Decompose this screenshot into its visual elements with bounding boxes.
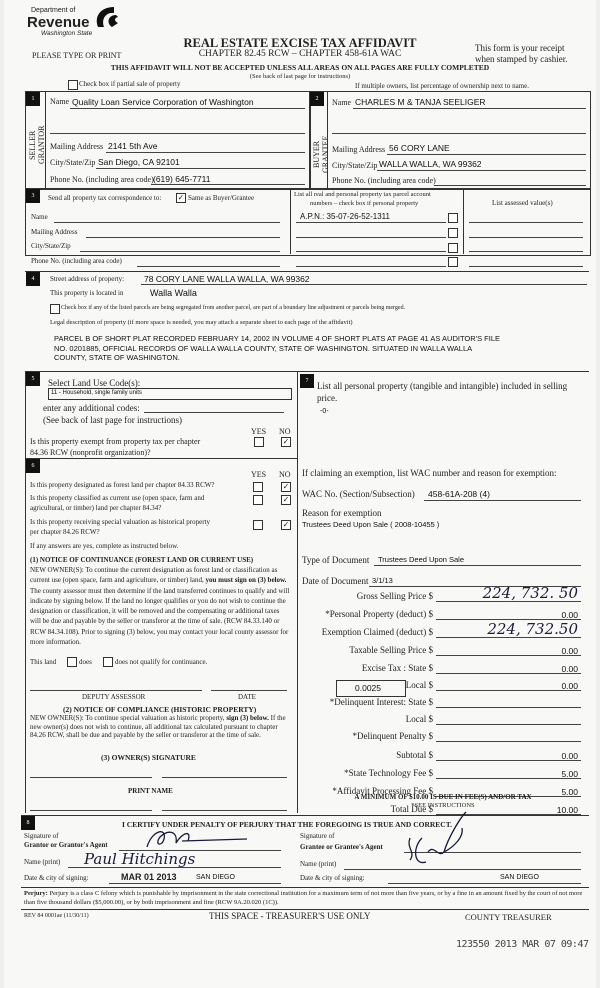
seller-mailing-address-field[interactable]: 2141 5th Ave (108, 141, 158, 151)
notice-of-continuance-text: NEW OWNER(S): To continue the current designation as forest land or classification as current use (open space, farm and agriculture, or timber) land, you must sign on (3) below. The county assessor must then determine if the land transferred continues to qualify and will indicate by signing below. If the land no longer qualifies or you do not wish to continue the designation or classification, it will be removed and the compensating or additional taxes will be due and payable by the seller or transferor at the time of sale. (RCW 84.33.140 or RCW 84.34.108). Prior to signing (3) below, you may contact your local county assessor for more information. (30, 566, 290, 647)
forest-land-yes-checkbox[interactable] (253, 482, 263, 492)
wac-number-field[interactable]: 458-61A-208 (4) (428, 489, 490, 499)
owner-signature-line[interactable] (30, 777, 152, 778)
section-number: 1 (26, 92, 40, 106)
fee-line-value[interactable]: 224, 732.50 (487, 620, 578, 638)
legal-description-line: COUNTY, STATE OF WASHINGTON. (54, 353, 180, 362)
partial-sale-checkbox[interactable] (68, 80, 78, 90)
fee-line-label: Taxable Selling Price $ (349, 645, 433, 655)
property-address-field[interactable]: 78 CORY LANE WALLA WALLA, WA 99362 (144, 274, 310, 284)
does-qualify-checkbox[interactable] (67, 657, 77, 667)
correspondence-address-field[interactable] (86, 237, 280, 238)
fee-line-label: *State Technology Fee $ (344, 768, 433, 778)
personal-property-value[interactable]: -0- (320, 408, 329, 415)
grantor-signing-date[interactable]: MAR 01 2013 (121, 872, 177, 882)
treasurer-space-label: THIS SPACE - TREASURER'S USE ONLY (209, 911, 371, 921)
fee-line-value[interactable]: 0.00 (561, 681, 578, 691)
exemption-reason-field[interactable]: Trustees Deed Upon Sale ( 2008-10455 ) (302, 520, 440, 529)
seller-name-field[interactable]: Quality Loan Service Corporation of Washington (72, 97, 254, 107)
excise-tax-affidavit-page: Department of Revenue Washington State REAL ESTATE EXCISE TAX AFFIDAVIT PLEASE TYPE OR PRINT CHAPTER 82.45 RCW – CHAPTER 458-61A WAC This form is your receipt when stamped by cashier. THIS AFFIDAVIT WILL NOT BE ACCEPTED UNLESS ALL AREAS ON ALL PAGES ARE FULLY COMPLETED (See back of last page for instructions) Check box if partial sale of property If multiple owners, list percentage of ownership next to name. 1 2 SELLER GRANTOR BUYER GRANTEE Name Quality Loan Service Corporation of Washington Mailing Address 2141 5th Ave City/State/Zip San Diego, CA 92101 Phone No. (including area code) (619) 645-7711 Name CHARLES M & TANJA SEELIGER Mailing Address 56 CORY LANE City/State/Zip WALLA WALLA, WA 99362 Phone No. (including area code) 3 Send all property tax correspondence to: ✓ Same as Buyer/Grantee Name Mailing Address City/State/Zip List all real and personal property tax parcel account numbers – check box if personal property A.P.N.: 35-07-26-52-1311 List assessed value(s) Phone No. (including area code) 4 Street address of property: 78 CORY LANE WALLA WALLA, WA 99362 This property is located in Walla Walla Check box if any of the listed parcels are being segregated from another parcel, are part of a boundary line adjustment or parcels being merged. Legal description of property (if more space is needed, you may attach a separate sheet to each page of the affidavit) PARCEL B OF SHORT PLAT RECORDED FEBRUARY 14, 2002 IN VOLUME 4 OF SHORT PLATS AT PAGE 41 AS AUDITOR'S FILE NO. 0201885, OFFICIAL RECORDS OF WALLA WALLA COUNTY, STATE OF WASHINGTON. SITUATED IN WALLA WALLA COUNTY, STATE OF WASHINGTON. 5 Select Land Use Code(s): 11 - Household, single family units enter any additional codes: (See back of last page for instructions) YES NO Is this property exempt from property tax per chapter 84.36 RCW (nonprofit organization)? ✓ 7 List all personal property (tangible and intangible) included in selling price. -0- 6 YES NO Is this property designated as forest land per chapter 84.33 RCW? ✓ Is this property classified as current use (open space, farm and agricultural, or timber) land per chapter 84.34? ✓ Is this property receiving special valuation as historical property per chapter 84.26 RCW? ✓ If any answers are yes, complete as instructed below. (1) NOTICE OF CONTINUANCE (FOREST LAND OR CURRENT USE) NEW OWNER(S): To continue the current designation as forest land or classification as current use (open space, farm and agriculture, or timber) land, you must sign on (3) below. The county assessor must then determine if the land transferred continues to qualify and will indicate by signing below. If the land no longer qualifies or you do not wish to continue the designation or classification, it will be removed and the compensating or additional taxes will be due and payable by the seller or transferor at the time of sale. (RCW 84.33.140 or RCW 84.34.108). Prior to signing (3) below, you may contact your local county assessor for more information. This land does does not qualify for continuance. DEPUTY ASSESSOR DATE (2) NOTICE OF COMPLIANCE (HISTORIC PROPERTY) NEW OWNER(S): To continue special valuation as historic property, sign (3) below. If the new owner(s) does not wish to continue, all additional tax calculated pursuant to chapter 84.26 RCW, shall be due and payable by the seller or transferor at the time of sale. (3) OWNER(S) SIGNATURE PRINT NAME If claiming an exemption, list WAC number and reason for exemption: WAC No. (Section/Subsection) 458-61A-208 (4) Reason for exemption Trustees Deed Upon Sale ( 2008-10455 ) Type of Document Trustees Deed Upon Sale Date of Document 3/1/13 0.0025 Gross Selling Price $ 224, 732. 50 *Personal Property (deduct) $ 0.00 Exemption Claimed (deduct) $ 224, 732.50 Taxable Selling Price $ 0.00 Excise Tax : State $ 0.00 Local $ 0.00 *Delinquent Interest: State $ Local $ *Delinquent Penalty $ Subtotal $ 0.00 *State Technology Fee $ 5.00 *Affidavit Processing Fee $ 5.00 Total Due $ 10.00 A MINIMUM OF $10.00 IS DUE IN FEE(S) AND/OR TAX *SEE INSTRUCTIONS 8 I CERTIFY UNDER PENALTY OF PERJURY THAT THE FOREGOING IS TRUE AND CORRECT. Signature of Grantor or Grantor's Agent Name (print) Paul Hitchings Date & city of signing: MAR 01 2013 SAN DIEGO Signature of Grantee or Grantee's Agent Name (print) Date & city of signing: SAN DIEGO Perjury: Perjury is a class C felony which is punishable by imprisonment in the state correctional institution for a maximum term of not more than five years, or by a fine in an amount fixed by the court of not more than five thousand dollars ($5,000.00), or by both imprisonment and fine (RCW 9A.20.020 (1C)). REV 84 0001ae (11/30/11) THIS SPACE - TREASURER'S USE ONLY COUNTY TREASURER 123550 2013 MAR 07 09:47 (4, 0, 596, 988)
logo-swirl-icon (92, 3, 124, 33)
warning-line: THIS AFFIDAVIT WILL NOT BE ACCEPTED UNLESS ALL AREAS ON ALL PAGES ARE FULLY COMPLETED (110, 63, 490, 72)
grantee-signing-city[interactable]: SAN DIEGO (500, 874, 539, 881)
form-title: REAL ESTATE EXCISE TAX AFFIDAVIT (183, 36, 417, 50)
correspondence-city-field[interactable] (80, 251, 280, 252)
seller-side-label: SELLER GRANTOR (28, 125, 46, 165)
nonprofit-yes-checkbox[interactable] (254, 437, 264, 447)
buyer-mailing-address-field[interactable]: 56 CORY LANE (389, 143, 450, 153)
grantee-printed-name[interactable] (344, 869, 581, 870)
chapter-line: CHAPTER 82.45 RCW – CHAPTER 458-61A WAC (198, 49, 402, 59)
forest-land-no-checkbox[interactable]: ✓ (282, 482, 290, 491)
fee-line-label: *Delinquent Interest: State $ (329, 697, 433, 707)
document-type-field[interactable]: Trustees Deed Upon Sale (378, 555, 465, 564)
current-use-yes-checkbox[interactable] (253, 495, 263, 505)
fee-line-value[interactable]: 0.00 (561, 664, 578, 674)
notice-of-compliance-text: NEW OWNER(S): To continue special valuation as historic property, sign (3) below. If the new owner(s) does not wish to continue, all additional tax calculated pursuant to chapter 84.26 RCW, shall be due and payable by the seller or transferor at the time of sale. (30, 714, 286, 739)
segregated-parcel-checkbox[interactable] (50, 304, 60, 314)
correspondence-phone-label: Phone No. (including area code) (31, 257, 122, 265)
buyer-name-field[interactable]: CHARLES M & TANJA SEELIGER (355, 97, 486, 107)
same-as-buyer-checkbox[interactable]: ✓ (177, 193, 185, 202)
personal-property-checkbox[interactable] (448, 257, 458, 267)
correspondence-phone-field[interactable] (137, 266, 280, 267)
historical-no-checkbox[interactable]: ✓ (282, 520, 290, 529)
legal-description-line: PARCEL B OF SHORT PLAT RECORDED FEBRUARY 14, 2002 IN VOLUME 4 OF SHORT PLATS AT PAGE 41 AS AUDITOR'S FILE (54, 334, 501, 343)
correspondence-name-field[interactable] (54, 222, 280, 223)
fee-line-label: Local $ (405, 680, 433, 690)
buyer-side-label: BUYER GRANTEE (312, 135, 330, 174)
print-name-line[interactable] (162, 810, 287, 811)
county-treasurer-label: COUNTY TREASURER (465, 912, 552, 922)
fee-line-label: Total Due $ (390, 804, 433, 814)
fee-line-value[interactable]: 0.00 (561, 610, 578, 620)
fee-line-label: *Personal Property (deduct) $ (325, 609, 433, 619)
see-back-note: (See back of last page for instructions) (249, 73, 351, 80)
assessor-date-line[interactable] (211, 690, 287, 691)
fee-line-label: Local $ (405, 714, 433, 724)
treasurer-stamp: 123550 2013 MAR 07 09:47 (456, 939, 589, 950)
local-rate-field[interactable]: 0.0025 (336, 680, 406, 697)
grantor-signature (142, 825, 252, 853)
fee-line-label: Exemption Claimed (deduct) $ (321, 627, 433, 637)
document-date-field[interactable]: 3/1/13 (372, 576, 393, 585)
personal-property-checkbox[interactable] (448, 243, 458, 253)
please-type: PLEASE TYPE OR PRINT (32, 51, 122, 60)
fee-line-label: Excise Tax : State $ (361, 663, 433, 673)
does-not-qualify-checkbox[interactable] (103, 657, 113, 667)
receipt-note-1: This form is your receipt (475, 43, 565, 53)
grantor-printed-name[interactable]: Paul Hitchings (84, 850, 196, 868)
multiple-owners-note: If multiple owners, list percentage of ownership next to name. (355, 82, 529, 90)
fee-line-label: *Delinquent Penalty $ (352, 731, 433, 741)
land-use-code-select[interactable]: 11 - Household, single family units (48, 388, 292, 400)
fee-line-label: *Affidavit Processing Fee $ (332, 786, 433, 796)
owner-signature-line[interactable] (162, 777, 287, 778)
fee-line-value[interactable]: 224, 732. 50 (482, 584, 578, 602)
fee-line-rule (436, 724, 581, 725)
personal-property-checkbox[interactable] (448, 228, 458, 238)
seller-city-field[interactable]: San Diego, CA 92101 (98, 157, 180, 167)
fee-line-value[interactable]: 5.00 (561, 769, 578, 779)
parcel-number-field[interactable]: A.P.N.: 35-07-26-52-1311 (300, 212, 390, 221)
print-name-line[interactable] (30, 810, 152, 811)
receipt-note-2: when stamped by cashier. (475, 54, 568, 64)
form-revision: REV 84 0001ae (11/30/11) (24, 913, 89, 919)
seller-phone-field[interactable]: (619) 645-7711 (153, 174, 211, 184)
property-location-field[interactable]: Walla Walla (150, 288, 197, 298)
fee-line-rule (436, 741, 581, 742)
buyer-city-field[interactable]: WALLA WALLA, WA 99362 (379, 159, 482, 169)
fee-line-value[interactable]: 5.00 (561, 787, 578, 797)
partial-sale-label: Check box if partial sale of property (79, 80, 181, 88)
grantee-signature (404, 808, 484, 868)
perjury-notice: Perjury: Perjury is a class C felony which is punishable by imprisonment in the state correctional institution for a maximum term of not more than five years, or by a fine in an amount fixed by the court of not more than five thousand dollars ($5,000.00), or by both imprisonment and fine (RCW 9A.20.020 (1C)). (24, 890, 583, 906)
current-use-no-checkbox[interactable]: ✓ (282, 495, 290, 504)
fee-line-value[interactable]: 0.00 (561, 751, 578, 761)
historical-yes-checkbox[interactable] (253, 520, 263, 530)
fee-line-value[interactable]: 10.00 (556, 805, 578, 815)
additional-codes-field[interactable] (144, 412, 284, 413)
deputy-assessor-signature-line[interactable] (30, 690, 202, 691)
personal-property-checkbox[interactable] (448, 213, 458, 223)
grantor-signing-city[interactable]: SAN DIEGO (196, 874, 235, 881)
section-number: 2 (310, 92, 324, 106)
fee-line-label: Gross Selling Price $ (356, 591, 433, 601)
fee-line-label: Subtotal $ (396, 750, 433, 760)
legal-description-line: NO. 0201885, OFFICIAL RECORDS OF WALLA WALLA COUNTY, STATE OF WASHINGTON. SITUATED IN WALLA WALLA (54, 344, 473, 353)
fee-line-value[interactable]: 0.00 (561, 646, 578, 656)
nonprofit-no-checkbox[interactable]: ✓ (282, 437, 290, 446)
fee-line-rule (436, 707, 581, 708)
